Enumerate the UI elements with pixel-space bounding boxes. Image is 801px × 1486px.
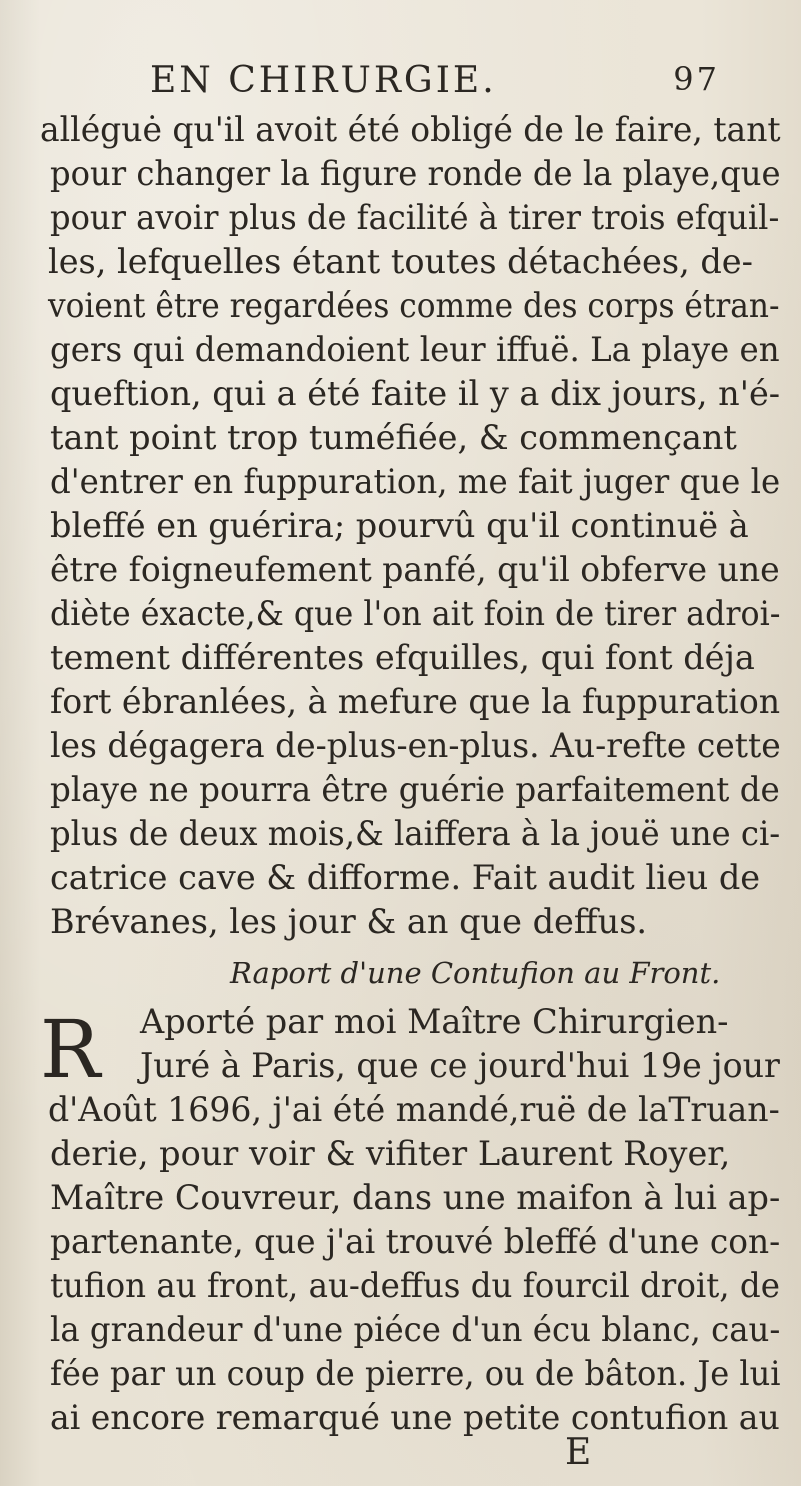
text-line: catrice cave & difforme. Fait audit lieu de [50,858,761,897]
page-number: 97 [673,60,720,98]
text-line: les, lefquelles étant toutes détachées, de- [48,242,753,281]
running-head-title: EN CHIRURGIE. [150,60,497,101]
text-line: fée par un coup de pierre, ou de bâton. Je lui [50,1354,781,1393]
text-line: la grandeur d'une piéce d'un écu blanc, cau- [50,1310,781,1349]
text-line: diète éxacte,& que l'on ait foin de tirer adroi- [50,594,781,633]
text-line: tement différentes efquilles, qui font déja [50,638,755,677]
text-line: derie, pour voir & vifiter Laurent Royer, [50,1134,731,1173]
text-line: ai encore remarqué une petite contufion au [50,1398,780,1437]
text-line: Aporté par moi Maître Chirurgien- [140,1002,729,1041]
text-line: tufion au front, au-deffus du fourcil droit, de [50,1266,780,1305]
text-line: bleffé en guérira; pourvû qu'il continuë à [50,506,749,545]
drop-cap: R [40,1003,101,1096]
text-line: pour changer la figure ronde de la playe,que [50,154,781,193]
section-heading: Raport d'une Contufion au Front. [230,956,721,990]
text-line: Maître Couvreur, dans une maifon à lui ap- [50,1178,781,1217]
text-line: tant point trop tuméfiée, & commençant [50,418,737,457]
text-line: fort ébranlées, à mefure que la fuppuration [50,682,781,721]
text-line: plus de deux mois,& laiffera à la jouë une ci- [50,814,781,853]
text-line: alléguė qu'il avoit été obligé de le faire, tant [40,110,781,149]
text-line: Brévanes, les jour & an que deffus. [50,902,648,941]
text-line: playe ne pourra être guérie parfaitement de [50,770,780,809]
text-line: d'Août 1696, j'ai été mandé,ruë de laTruan- [48,1090,780,1129]
text-line: gers qui demandoient leur iffuë. La playe en [50,330,780,369]
text-line: pour avoir plus de facilité à tirer trois efquil- [50,198,780,237]
text-line: partenante, que j'ai trouvé bleffé d'une con- [50,1222,781,1261]
text-line: voient être regardées comme des corps étran- [48,286,780,325]
text-line: les dégagera de-plus-en-plus. Au-refte cette [50,726,781,765]
text-line: être foigneufement panfé, qu'il obferve une [50,550,780,589]
catchword: E [565,1432,592,1473]
running-head [150,60,720,101]
text-line: queftion, qui a été faite il y a dix jours, n'é- [50,374,781,413]
text-line: d'entrer en fuppuration, me fait juger que le [50,462,781,501]
text-line: Juré à Paris, que ce jourd'hui 19e jour [140,1046,780,1085]
